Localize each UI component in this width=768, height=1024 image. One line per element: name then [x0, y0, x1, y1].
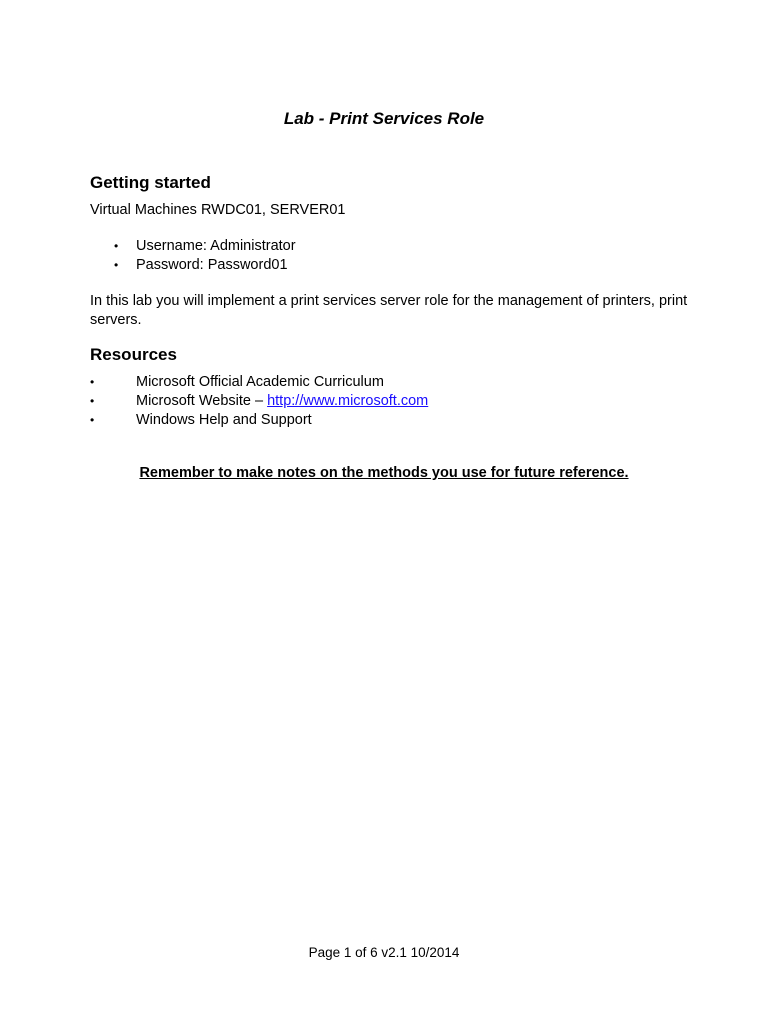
resource-curriculum-text: Microsoft Official Academic Curriculum [136, 374, 384, 390]
resource-website-label: Microsoft Website – [136, 393, 268, 409]
bullet-icon: • [114, 258, 119, 272]
bullet-icon: • [90, 394, 95, 408]
virtual-machines-text: Virtual Machines RWDC01, SERVER01 [90, 202, 346, 218]
getting-started-heading: Getting started [90, 173, 211, 192]
reminder-note: Remember to make notes on the methods you use for future reference. [139, 465, 629, 481]
microsoft-website-link[interactable]: http://www.microsoft.com [267, 393, 429, 409]
bullet-icon: • [90, 413, 95, 427]
list-item [90, 392, 429, 411]
bullet-icon: • [90, 375, 95, 389]
list-item [114, 256, 296, 275]
credentials-list [114, 237, 296, 275]
list-item [90, 373, 428, 392]
document-title: Lab - Print Services Role [283, 109, 485, 128]
resources-heading: Resources [90, 345, 177, 364]
resource-help-text: Windows Help and Support [136, 412, 312, 428]
list-item [114, 237, 296, 256]
list-item [90, 411, 428, 430]
lab-intro-text: In this lab you will implement a print services server role for the management of printers, print servers. [90, 293, 688, 328]
username-text: Username: Administrator [136, 238, 296, 254]
page-footer: Page 1 of 6 v2.1 10/2014 [308, 945, 460, 960]
resources-list [90, 373, 429, 430]
bullet-icon: • [114, 239, 119, 253]
password-text: Password: Password01 [136, 257, 288, 273]
